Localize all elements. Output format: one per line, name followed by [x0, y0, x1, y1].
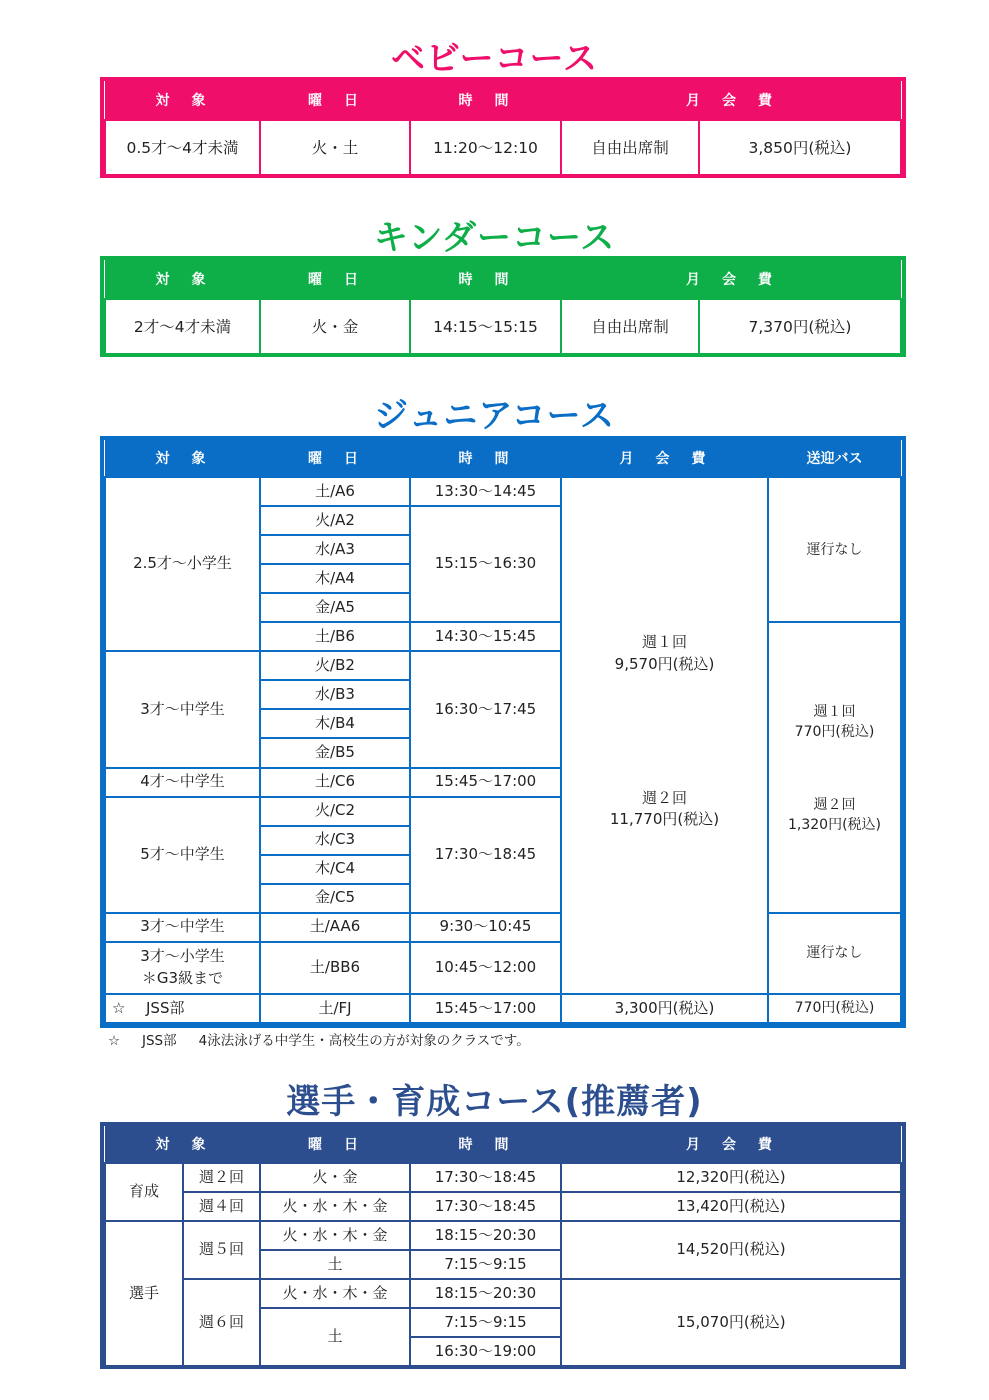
junior-course-title: ジュニアコース: [374, 396, 615, 436]
target-cell: 2才～4才未満: [105, 299, 260, 356]
class-cell: 火/B2: [260, 651, 410, 680]
target-cell: [105, 994, 260, 1023]
fee-cell: 15,070円(税込): [561, 1279, 901, 1366]
time-cell: 16:30～17:45: [410, 651, 561, 767]
time-cell: 11:20～12:10: [410, 120, 561, 177]
table-row: [105, 913, 901, 942]
target-cell: [105, 942, 260, 994]
time-cell: 10:45～12:00: [410, 942, 561, 994]
day-cell: 火・金: [260, 299, 410, 356]
header-day: 曜 日: [260, 1126, 410, 1163]
freq-cell: 週６回: [183, 1279, 260, 1366]
day-cell: 火・水・木・金: [260, 1221, 410, 1250]
time-cell: 15:45～17:00: [410, 994, 561, 1023]
time-cell: 18:15～20:30: [410, 1279, 561, 1308]
target-cell: 3才～中学生: [105, 651, 260, 767]
freq-cell: 週４回: [183, 1192, 260, 1221]
header-day: 曜 日: [260, 260, 410, 299]
day-cell: 土: [260, 1308, 410, 1366]
jss-note: [108, 1029, 530, 1049]
bus-weekly-1-value: 770円(税込): [794, 724, 875, 741]
class-cell: 土/FJ: [260, 994, 410, 1023]
system-cell: 自由出席制: [561, 299, 699, 356]
senshu-course-title: 選手・育成コース(推薦者): [286, 1082, 703, 1122]
time-cell: 14:30～15:45: [410, 622, 561, 651]
bus-fee-cell: [768, 622, 901, 912]
bus-weekly-1-label: 週１回: [813, 703, 856, 720]
table-row: [105, 120, 901, 177]
group-senshu-cell: 選手: [105, 1221, 183, 1366]
table-row: [105, 1192, 901, 1221]
class-cell: 火/A2: [260, 506, 410, 535]
jss-name: JSS部: [146, 998, 185, 1017]
class-cell: 木/C4: [260, 855, 410, 884]
header-time: 時 間: [410, 440, 561, 477]
class-cell: 金/C5: [260, 884, 410, 913]
class-cell: 木/A4: [260, 564, 410, 593]
header-fee: 月 会 費: [561, 1126, 901, 1163]
table-row: [105, 1279, 901, 1308]
time-cell: 18:15～20:30: [410, 1221, 561, 1250]
target-cell: 0.5才～4才未満: [105, 120, 260, 177]
class-cell: 火/C2: [260, 797, 410, 826]
class-cell: 金/A5: [260, 593, 410, 622]
table-row: [105, 299, 901, 356]
header-target: 対 象: [105, 81, 260, 120]
header-target: 対 象: [105, 260, 260, 299]
fee-weekly-2-label: 週２回: [641, 788, 687, 807]
day-cell: 火・土: [260, 120, 410, 177]
junior-course-table: [100, 436, 906, 1028]
header-time: 時 間: [410, 81, 561, 120]
class-cell: 木/B4: [260, 709, 410, 738]
day-cell: 火・金: [260, 1163, 410, 1192]
header-time: 時 間: [410, 1126, 561, 1163]
system-cell: 自由出席制: [561, 120, 699, 177]
header-time: 時 間: [410, 260, 561, 299]
header-fee: 月 会 費: [561, 81, 901, 120]
header-bus: 送迎バス: [768, 440, 901, 477]
class-cell: 金/B5: [260, 738, 410, 767]
time-cell: 17:30～18:45: [410, 797, 561, 913]
time-cell: 7:15～9:15: [410, 1250, 561, 1279]
class-cell: 土/C6: [260, 768, 410, 797]
header-day: 曜 日: [260, 440, 410, 477]
fee-weekly-2-cell: [561, 768, 768, 994]
header-day: 曜 日: [260, 81, 410, 120]
note-name: JSS部: [142, 1033, 177, 1049]
target-cell: 5才～中学生: [105, 797, 260, 913]
note-text: 4泳法泳げる中学生・高校生の方が対象のクラスです。: [198, 1033, 530, 1049]
time-cell: 17:30～18:45: [410, 1192, 561, 1221]
fee-weekly-1-cell: [561, 477, 768, 767]
fee-cell: 14,520円(税込): [561, 1221, 901, 1279]
fee-cell: 3,300円(税込): [561, 994, 768, 1023]
fee-cell: 3,850円(税込): [699, 120, 901, 177]
bus-none-cell: 運行なし: [768, 913, 901, 994]
baby-course-table: [100, 77, 906, 178]
day-cell: 土: [260, 1250, 410, 1279]
fee-cell: 12,320円(税込): [561, 1163, 901, 1192]
target-line: ＊G3級まで: [141, 968, 224, 987]
target-cell: 3才～中学生: [105, 913, 260, 942]
jss-row: [105, 994, 901, 1023]
class-cell: 水/B3: [260, 680, 410, 709]
time-cell: 13:30～14:45: [410, 477, 561, 506]
fee-cell: 13,420円(税込): [561, 1192, 901, 1221]
target-cell: 4才～中学生: [105, 768, 260, 797]
class-cell: 土/AA6: [260, 913, 410, 942]
table-row: [105, 477, 901, 506]
freq-cell: 週５回: [183, 1221, 260, 1279]
header-fee: 月 会 費: [561, 260, 901, 299]
table-row: [105, 1163, 901, 1192]
bus-cell: 770円(税込): [768, 994, 901, 1023]
star-icon: ☆: [108, 1033, 121, 1049]
time-cell: 7:15～9:15: [410, 1308, 561, 1337]
class-cell: 土/BB6: [260, 942, 410, 994]
day-cell: 火・水・木・金: [260, 1192, 410, 1221]
class-cell: 土/B6: [260, 622, 410, 651]
time-cell: 15:45～17:00: [410, 768, 561, 797]
kinder-course-title: キンダーコース: [373, 218, 616, 258]
bus-weekly-2-value: 1,320円(税込): [787, 816, 881, 833]
time-cell: 15:15～16:30: [410, 506, 561, 622]
fee-weekly-1-value: 9,570円(税込): [614, 654, 715, 673]
bus-none-cell: 運行なし: [768, 477, 901, 622]
fee-weekly-1-label: 週１回: [641, 633, 687, 652]
star-icon: ☆: [112, 998, 126, 1017]
time-cell: 9:30～10:45: [410, 913, 561, 942]
header-target: 対 象: [105, 440, 260, 477]
kinder-course-table: [100, 256, 906, 357]
fee-weekly-2-value: 11,770円(税込): [609, 810, 720, 829]
fee-cell: 7,370円(税込): [699, 299, 901, 356]
baby-course-title: ベビーコース: [391, 39, 598, 79]
time-cell: 17:30～18:45: [410, 1163, 561, 1192]
day-cell: 火・水・木・金: [260, 1279, 410, 1308]
class-cell: 水/C3: [260, 826, 410, 855]
target-cell: 2.5才～小学生: [105, 477, 260, 651]
header-fee: 月 会 費: [561, 440, 768, 477]
table-row: [105, 1221, 901, 1250]
senshu-course-table: [100, 1122, 906, 1369]
time-cell: 14:15～15:15: [410, 299, 561, 356]
time-cell: 16:30～19:00: [410, 1337, 561, 1366]
bus-weekly-2-label: 週２回: [813, 796, 856, 813]
class-cell: 土/A6: [260, 477, 410, 506]
group-ikusei-cell: 育成: [105, 1163, 183, 1221]
header-target: 対 象: [105, 1126, 260, 1163]
freq-cell: 週２回: [183, 1163, 260, 1192]
target-line: 3才～小学生: [140, 947, 225, 966]
class-cell: 水/A3: [260, 535, 410, 564]
